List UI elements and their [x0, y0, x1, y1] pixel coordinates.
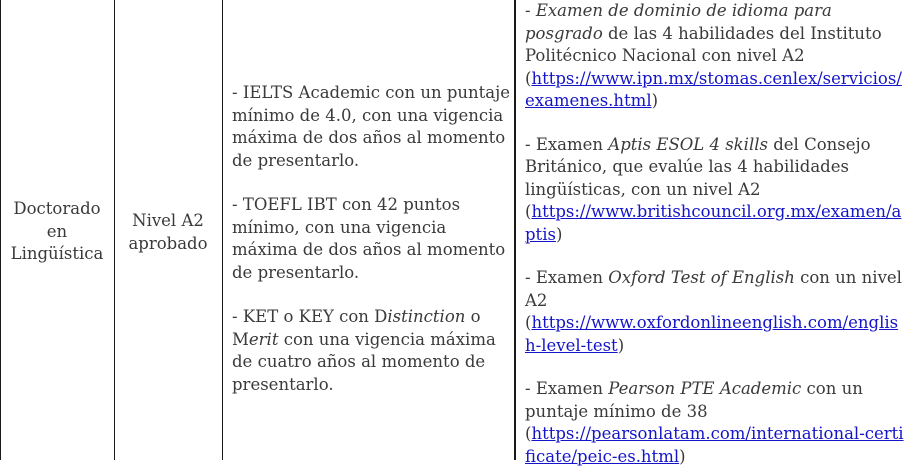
pearson-exam-name: Pearson PTE Academic: [608, 379, 802, 398]
program-cell: [2, 198, 112, 266]
ipn-exam-text: de las 4 habilidades del Instituto Politécnico Nacional con nivel A2: [525, 23, 882, 65]
oxford-exam-text: con un nivel A2: [525, 268, 902, 310]
level-line-1: Nivel A2: [132, 211, 204, 230]
ket-distinction: istinction: [387, 307, 466, 326]
ket-suffix: con una vigencia máxima de cuatro años al momento de presentarlo.: [232, 329, 496, 394]
ipn-open-paren: (: [525, 68, 532, 88]
pearson-exam-text: con un puntaje mínimo de 38: [525, 379, 863, 421]
ielts-requirement: - IELTS Academic con un puntaje mínimo de 4.0, con una vigencia máxima de dos años al momento de presentarlo.: [232, 83, 510, 170]
pearson-exam: [525, 378, 907, 468]
level-cell: [116, 210, 220, 255]
accepted-exams-cell: [232, 82, 510, 396]
aptis-open-paren: (: [525, 202, 532, 221]
program-line-1: Doctorado: [13, 199, 101, 218]
ket-mid: o M: [232, 307, 481, 349]
ipn-exam: [525, 0, 907, 113]
ipn-close-paren: ): [651, 91, 659, 110]
other-exams-cell: [525, 0, 907, 468]
ket-merit: erit: [248, 329, 279, 349]
pearson-close-paren: ): [679, 446, 686, 466]
toefl-requirement: - TOEFL IBT con 42 puntos mínimo, con una vigencia máxima de dos años al momento de presentarlo.: [232, 195, 506, 282]
oxford-link[interactable]: https://www.oxfordonlineenglish.com/english-level-test: [525, 313, 899, 355]
ket-requirement: [232, 306, 510, 396]
ipn-exam-name: - Examen de dominio de idioma para posgrado: [525, 1, 832, 43]
level-line-2: aprobado: [128, 233, 208, 253]
table-border-col1: [114, 0, 115, 460]
ket-prefix: - KET o KEY con D: [232, 307, 388, 326]
aptis-prefix: - Examen: [525, 134, 609, 154]
pearson-link[interactable]: https://pearsonlatam.com/international-certificate/peic-es.html: [525, 424, 904, 466]
oxford-open-paren: (: [525, 313, 532, 332]
aptis-link[interactable]: https://www.britishcouncil.org.mx/examen/aptis: [525, 202, 902, 244]
aptis-exam: [525, 134, 907, 247]
ipn-link[interactable]: https://www.ipn.mx/stomas.cenlex/servicios/examenes.html: [525, 68, 902, 110]
aptis-close-paren: ): [555, 224, 563, 244]
table-border-col2: [222, 0, 223, 460]
oxford-prefix: - Examen: [525, 268, 609, 287]
pearson-prefix: - Examen: [525, 379, 609, 398]
table-border-left: [0, 0, 1, 460]
pearson-open-paren: (: [525, 424, 532, 443]
table-border-col3: [514, 0, 516, 460]
oxford-close-paren: ): [617, 335, 625, 355]
program-line-2: en: [46, 221, 68, 241]
program-line-3: Lingüística: [10, 244, 104, 263]
oxford-exam: [525, 267, 907, 357]
aptis-exam-name: Aptis ESOL 4 skills: [608, 134, 768, 154]
aptis-exam-text: del Consejo Británico, que evalúe las 4 habilidades lingüísticas, con un nivel A2: [525, 134, 871, 199]
oxford-exam-name: Oxford Test of English: [608, 268, 795, 287]
